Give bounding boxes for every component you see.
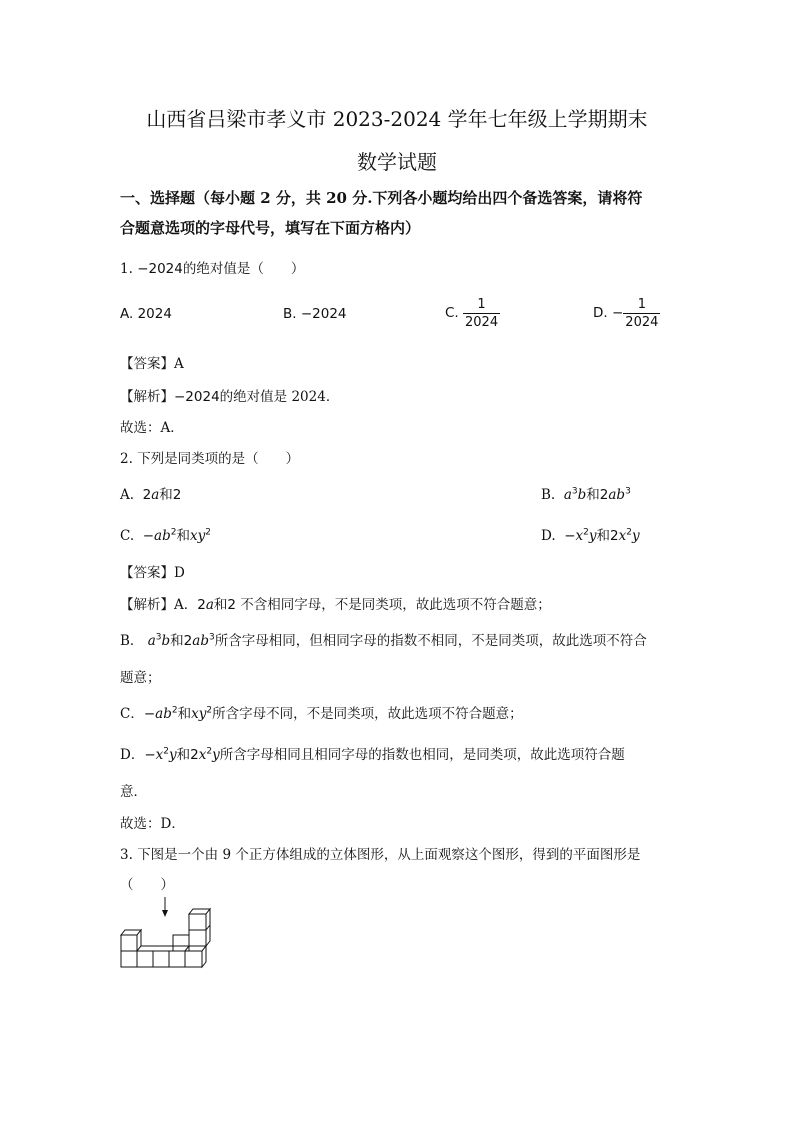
- arrow-down-icon: [162, 910, 168, 917]
- q1-option-c: C. $\frac{1}{2024}$: [445, 297, 499, 330]
- q2-option-d: D. $-x^2y$和$2x^2y$: [541, 527, 640, 544]
- section-heading-line1: 一、选择题（每小题 2 分，共 20 分.下列各小题均给出四个备选答案，请将符: [120, 189, 643, 207]
- page-title: 山西省吕梁市孝义市 2023-2024 学年七年级上学期期末: [146, 107, 648, 131]
- q1-answer: 【答案】A: [120, 356, 184, 372]
- q1-expression: −2024: [137, 261, 183, 277]
- q2-analysis-d: D．$-x^2y$和$2x^2y$所含字母相同且相同字母的指数也相同，是同类项，故此选项符合题: [120, 746, 625, 763]
- q1-option-d: D. − $\frac{1}{2024}$: [593, 297, 659, 330]
- q2-option-b: B. $a^3b$和$2ab^3$: [541, 486, 631, 503]
- q1-option-d-fraction: $\frac{1}{2024}$: [625, 297, 659, 330]
- q2-analysis-b: B． $a^3b$和$2ab^3$所含字母相同，但相同字母的指数不相同，不是同类项，故此选项不符合: [120, 632, 647, 649]
- q2-analysis-d-cont: 意．: [120, 784, 147, 800]
- q2-analysis-b-cont: 题意；: [120, 670, 161, 686]
- q1-option-b: B. −2024: [283, 306, 347, 322]
- q2-answer: 【答案】D: [120, 565, 185, 581]
- question-2-stem: 2. 下列是同类项的是（ ）: [120, 451, 300, 467]
- q2-analysis-a: 【解析】A．2a和2 不含相同字母，不是同类项，故此选项不符合题意；: [120, 597, 551, 613]
- q1-option-c-fraction: $\frac{1}{2024}$: [465, 297, 499, 330]
- question-3-stem: 3. 下图是一个由 9 个正方体组成的立体图形，从上面观察这个图形，得到的平面图形是: [120, 847, 641, 863]
- q2-analysis-c: C．$-ab^2$和$xy^2$所含字母不同，不是同类项，故此选项不符合题意；: [120, 705, 523, 722]
- q1-analysis: 【解析】−2024的绝对值是 2024．: [120, 389, 340, 405]
- page-subtitle: 数学试题: [357, 150, 437, 174]
- section-heading-line2: 合题意选项的字母代号，填写在下面方格内）: [120, 219, 421, 237]
- q3-cube-figure: [116, 895, 226, 975]
- q1-conclusion: 故选：A．: [120, 420, 184, 436]
- q3-paren: （ ）: [120, 877, 174, 893]
- q2-option-a: A. 2a和2: [120, 487, 182, 503]
- q2-option-c: C. $-ab^2$和$xy^2$: [120, 527, 211, 544]
- question-1-stem: 1. −2024的绝对值是（ ）: [120, 261, 305, 277]
- q2-conclusion: 故选：D．: [120, 816, 185, 832]
- q1-option-a: A. 2024: [120, 306, 172, 322]
